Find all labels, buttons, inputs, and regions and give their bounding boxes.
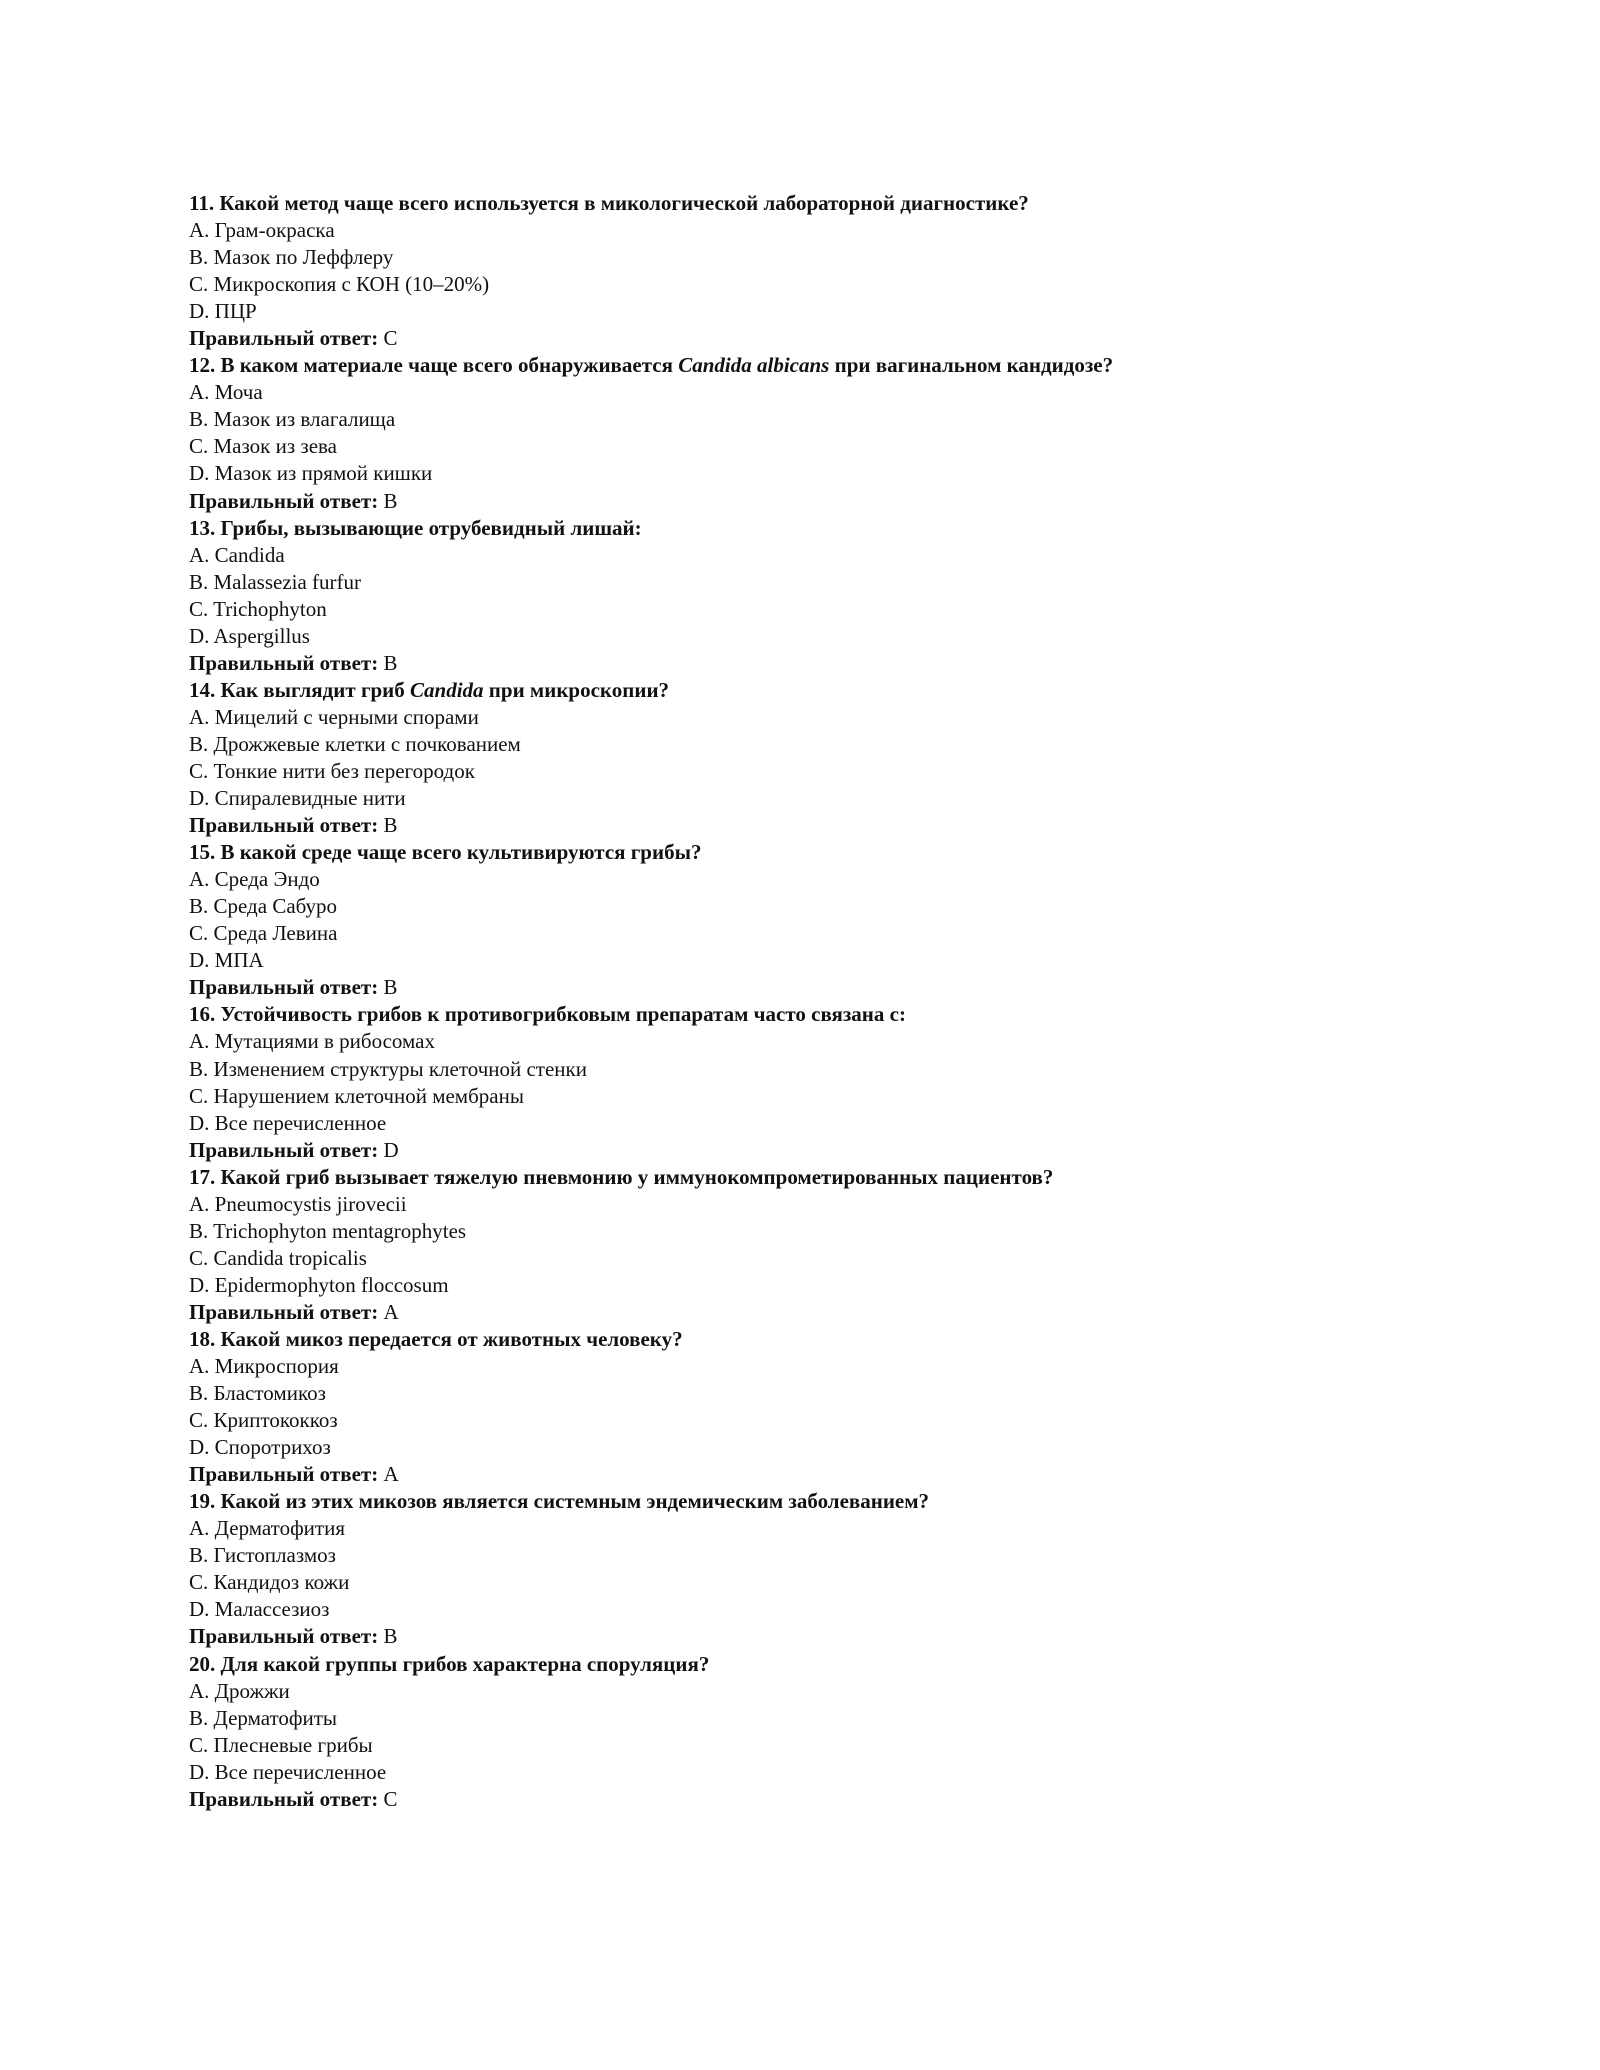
correct-answer xyxy=(189,1299,1469,1326)
answer-label: Правильный ответ: xyxy=(189,488,379,513)
option-a: A. Грам-окраска xyxy=(189,218,335,243)
option-c: C. Trichophyton xyxy=(189,596,327,621)
option-b: B. Бластомикоз xyxy=(189,1381,326,1406)
question-17 xyxy=(189,1164,1469,1326)
correct-answer xyxy=(189,974,1469,1001)
option-b: B. Дрожжевые клетки с почкованием xyxy=(189,731,521,756)
option-d: D. Все перечисленное xyxy=(189,1110,387,1135)
answer-label: Правильный ответ: xyxy=(189,1786,379,1811)
option-a: A. Моча xyxy=(189,380,263,405)
question-title: 16. Устойчивость грибов к противогрибковым препаратам часто связана с: xyxy=(189,1002,906,1027)
question-list xyxy=(189,190,1469,1813)
option-d: D. Спиралевидные нити xyxy=(189,786,406,811)
option-b: B. Гистоплазмоз xyxy=(189,1543,336,1568)
answer-label: Правильный ответ: xyxy=(189,326,379,351)
correct-answer xyxy=(189,488,1469,515)
answer-value: B xyxy=(383,1624,398,1649)
question-title: 12. В каком материале чаще всего обнаруживается Candida albicans при вагинальном кандидозе? xyxy=(189,353,1114,378)
answer-value: C xyxy=(383,326,398,351)
option-a: A. Мутациями в рибосомах xyxy=(189,1029,435,1054)
option-a: A. Микроспория xyxy=(189,1354,339,1379)
answer-value: B xyxy=(383,813,398,838)
option-b: B. Мазок из влагалища xyxy=(189,407,396,432)
answer-label: Правильный ответ: xyxy=(189,975,379,1000)
correct-answer xyxy=(189,1786,1469,1813)
option-a: A. Дерматофития xyxy=(189,1516,345,1541)
option-b: B. Trichophyton mentagrophytes xyxy=(189,1218,467,1243)
answer-label: Правильный ответ: xyxy=(189,1624,379,1649)
option-c: C. Среда Левина xyxy=(189,921,338,946)
option-d: D. Все перечисленное xyxy=(189,1759,387,1784)
option-c: C. Candida tropicalis xyxy=(189,1245,367,1270)
question-12 xyxy=(189,352,1469,514)
correct-answer xyxy=(189,812,1469,839)
answer-value: A xyxy=(383,1299,399,1324)
option-b: B. Изменением структуры клеточной стенки xyxy=(189,1056,587,1081)
answer-label: Правильный ответ: xyxy=(189,1299,379,1324)
question-15 xyxy=(189,839,1469,1001)
answer-value: A xyxy=(383,1462,399,1487)
option-d: D. ПЦР xyxy=(189,299,257,324)
correct-answer xyxy=(189,650,1469,677)
correct-answer xyxy=(189,325,1469,352)
option-d: D. МПА xyxy=(189,948,264,973)
question-13 xyxy=(189,515,1469,677)
question-20 xyxy=(189,1651,1469,1813)
question-14 xyxy=(189,677,1469,839)
answer-value: B xyxy=(383,488,398,513)
option-c: C. Тонкие нити без перегородок xyxy=(189,758,475,783)
correct-answer xyxy=(189,1137,1469,1164)
option-a: A. Мицелий с черными спорами xyxy=(189,704,479,729)
option-b: B. Дерматофиты xyxy=(189,1705,338,1730)
answer-value: B xyxy=(383,975,398,1000)
option-c: C. Кандидоз кожи xyxy=(189,1570,350,1595)
option-c: C. Плесневые грибы xyxy=(189,1732,373,1757)
option-d: D. Epidermophyton floccosum xyxy=(189,1272,449,1297)
question-11 xyxy=(189,190,1469,352)
answer-value: C xyxy=(383,1786,398,1811)
question-title: 15. В какой среде чаще всего культивируются грибы? xyxy=(189,840,702,865)
question-16 xyxy=(189,1001,1469,1163)
option-d: D. Малассезиоз xyxy=(189,1597,330,1622)
question-19 xyxy=(189,1488,1469,1650)
option-a: A. Среда Эндо xyxy=(189,867,320,892)
answer-value: B xyxy=(383,650,398,675)
question-18 xyxy=(189,1326,1469,1488)
option-b: B. Malassezia furfur xyxy=(189,569,362,594)
answer-label: Правильный ответ: xyxy=(189,1137,379,1162)
option-a: A. Pneumocystis jirovecii xyxy=(189,1191,407,1216)
option-c: C. Криптококкоз xyxy=(189,1408,338,1433)
option-a: A. Дрожжи xyxy=(189,1678,290,1703)
option-c: C. Нарушением клеточной мембраны xyxy=(189,1083,524,1108)
option-c: C. Микроскопия с КОН (10–20%) xyxy=(189,272,490,297)
question-title: 13. Грибы, вызывающие отрубевидный лишай: xyxy=(189,515,642,540)
option-a: A. Candida xyxy=(189,542,285,567)
correct-answer xyxy=(189,1461,1469,1488)
answer-label: Правильный ответ: xyxy=(189,1462,379,1487)
correct-answer xyxy=(189,1623,1469,1650)
option-d: D. Мазок из прямой кишки xyxy=(189,461,433,486)
question-title: 17. Какой гриб вызывает тяжелую пневмонию у иммунокомпрометированных пациентов? xyxy=(189,1164,1054,1189)
question-title: 18. Какой микоз передается от животных человеку? xyxy=(189,1326,683,1351)
option-b: B. Среда Сабуро xyxy=(189,894,338,919)
answer-label: Правильный ответ: xyxy=(189,813,379,838)
question-title: 19. Какой из этих микозов является системным эндемическим заболеванием? xyxy=(189,1489,930,1514)
option-d: D. Споротрихоз xyxy=(189,1435,331,1460)
question-title: 11. Какой метод чаще всего используется в микологической лабораторной диагностике? xyxy=(189,191,1029,215)
answer-label: Правильный ответ: xyxy=(189,650,379,675)
option-b: B. Мазок по Леффлеру xyxy=(189,245,394,270)
option-c: C. Мазок из зева xyxy=(189,434,337,459)
answer-value: D xyxy=(383,1137,399,1162)
question-title: 14. Как выглядит гриб Candida при микроскопии? xyxy=(189,677,670,702)
question-title: 20. Для какой группы грибов характерна споруляция? xyxy=(189,1651,710,1676)
option-d: D. Aspergillus xyxy=(189,623,310,648)
